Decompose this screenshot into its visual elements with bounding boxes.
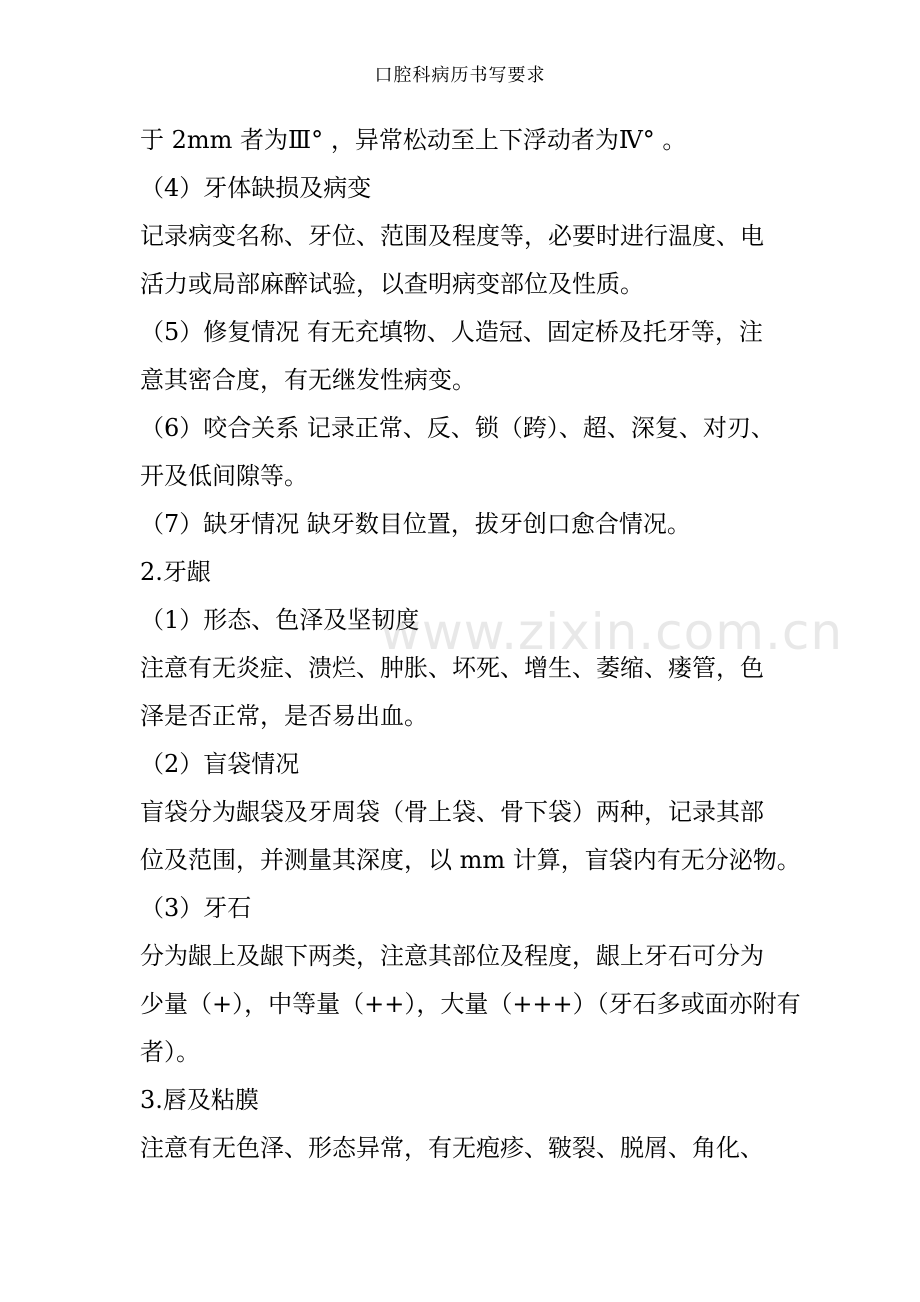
section-heading: （4）牙体缺损及病变 (140, 174, 372, 202)
text-line: 注意有无色泽、形态异常，有无疱疹、皲裂、脱屑、角化、 (140, 1134, 764, 1162)
section-heading: （2）盲袋情况 (140, 750, 300, 778)
text-line: （7）缺牙情况 缺牙数目位置，拔牙创口愈合情况。 (140, 510, 691, 538)
text-line: 位及范围，并测量其深度，以 mm 计算，盲袋内有无分泌物。 (140, 846, 801, 874)
text-line: 少量（+），中等量（++），大量（+++）（牙石多或面亦附有 (140, 990, 801, 1018)
watermark: www.zixin.com.cn (380, 603, 844, 661)
text-line: 泽是否正常，是否易出血。 (140, 702, 428, 730)
text-line: 盲袋分为龈袋及牙周袋（骨上袋、骨下袋）两种，记录其部 (140, 798, 764, 826)
text-line: 意其密合度，有无继发性病变。 (140, 366, 476, 394)
document-body (140, 116, 801, 1172)
text-line: 记录病变名称、牙位、范围及程度等，必要时进行温度、电 (140, 222, 764, 250)
text-line: 于 2mm 者为Ⅲ° ，异常松动至上下浮动者为Ⅳ° 。 (140, 126, 687, 154)
text-line: 分为龈上及龈下两类，注意其部位及程度，龈上牙石可分为 (140, 942, 764, 970)
section-heading: 3.唇及粘膜 (140, 1086, 259, 1114)
text-line: 注意有无炎症、溃烂、肿胀、坏死、增生、萎缩、瘘管，色 (140, 654, 764, 682)
text-line: （6）咬合关系 记录正常、反、锁（跨）、超、深复、对刃、 (140, 414, 775, 442)
page-header-title: 口腔科病历书写要求 (374, 65, 546, 86)
text-line: （5）修复情况 有无充填物、人造冠、固定桥及托牙等，注 (140, 318, 763, 346)
section-heading: （3）牙石 (140, 894, 252, 922)
section-heading: （1）形态、色泽及坚韧度 (140, 606, 420, 634)
text-line: 开及低间隙等。 (140, 462, 308, 490)
text-line: 者）。 (140, 1038, 200, 1066)
section-heading: 2.牙龈 (140, 558, 211, 586)
text-line: 活力或局部麻醉试验，以查明病变部位及性质。 (140, 270, 644, 298)
